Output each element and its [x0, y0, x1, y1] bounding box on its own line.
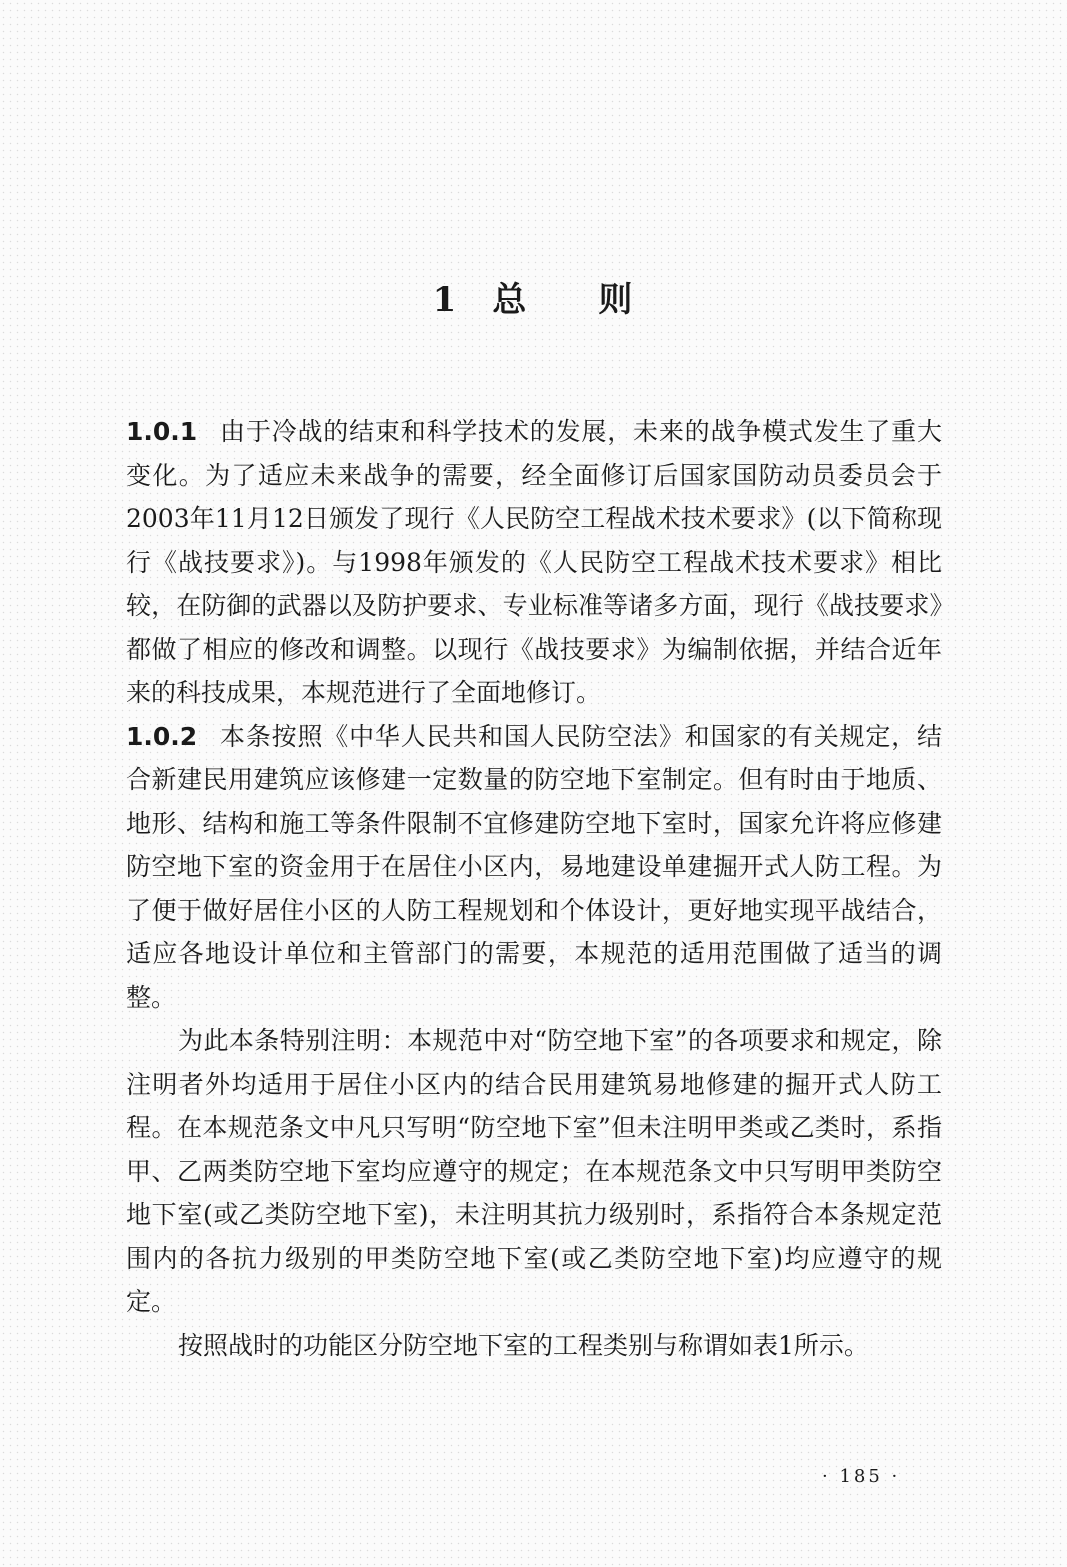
page-number: · 185 · [822, 1466, 901, 1487]
clause-number: 1.0.1 [126, 417, 198, 446]
body-text [126, 410, 942, 1367]
chapter-title-word-1: 总 [492, 280, 529, 320]
clause-1-0-1 [126, 410, 942, 715]
paragraph: 为此本条特别注明：本规范中对“防空地下室”的各项要求和规定，除注明者外均适用于居住小区内的结合民用建筑易地修建的掘开式人防工程。在本规范条文中凡只写明“防空地下室”但未注明甲类或乙类时，系指甲、乙两类防空地下室均应遵守的规定；在本规范条文中只写明甲类防空地下室(或乙类防空地下室)，未注明其抗力级别时，系指符合本条规定范围内的各抗力级别的甲类防空地下室(或乙类防空地下室)均应遵守的规定。 [126, 1026, 942, 1316]
chapter-title [0, 272, 1067, 321]
clause-1-0-2 [126, 715, 942, 1020]
chapter-title-word-2: 则 [598, 280, 635, 320]
clause-text: 由于冷战的结束和科学技术的发展，未来的战争模式发生了重大变化。为了适应未来战争的需要，经全面修订后国家国防动员委员会于2003年11月12日颁发了现行《人民防空工程战术技术要求》(以下简称现行《战技要求》)。与1998年颁发的《人民防空工程战术技术要求》相比较，在防御的武器以及防护要求、专业标准等诸多方面，现行《战技要求》都做了相应的修改和调整。以现行《战技要求》为编制依据，并结合近年来的科技成果，本规范进行了全面地修订。 [126, 417, 942, 707]
paragraph: 按照战时的功能区分防空地下室的工程类别与称谓如表1所示。 [178, 1330, 869, 1360]
clause-text: 本条按照《中华人民共和国人民防空法》和国家的有关规定，结合新建民用建筑应该修建一定数量的防空地下室制定。但有时由于地质、地形、结构和施工等条件限制不宜修建防空地下室时，国家允许将应修建防空地下室的资金用于在居住小区内，易地建设单建掘开式人防工程。为了便于做好居住小区的人防工程规划和个体设计，更好地实现平战结合，适应各地设计单位和主管部门的需要，本规范的适用范围做了适当的调整。 [126, 721, 942, 1012]
clause-number: 1.0.2 [126, 721, 198, 751]
chapter-number: 1 [432, 280, 459, 320]
